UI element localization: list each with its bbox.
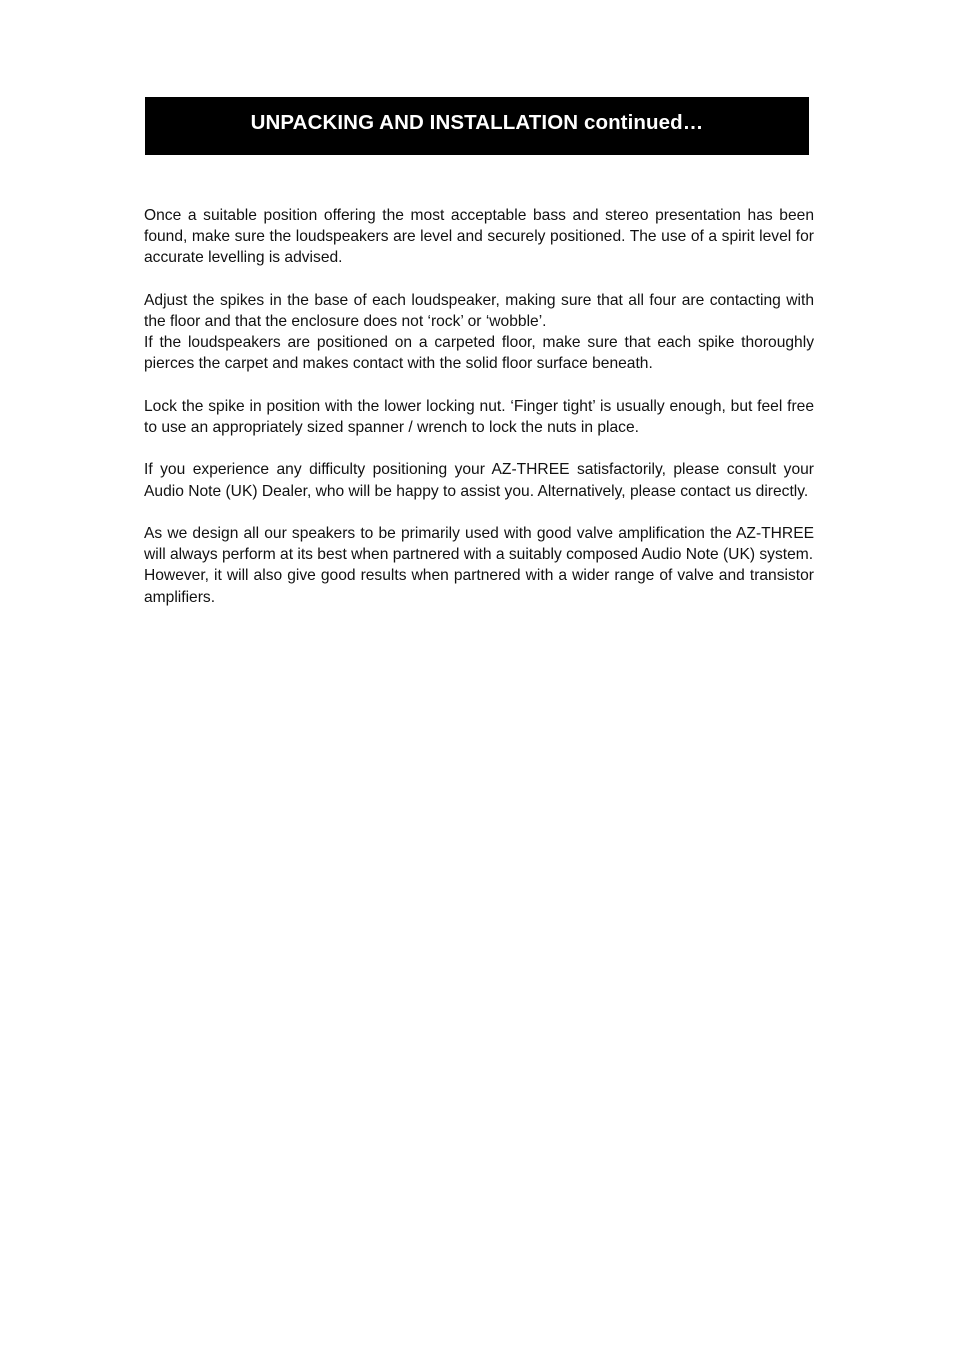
paragraph-line: However, it will also give good results when partnered with a wider range of valve and transistor amplifiers. xyxy=(144,567,814,606)
paragraph-line: As we design all our speakers to be primarily used with good valve amplification the AZ-THREE will always perform at its best when partnered with a suitably composed Audio Note (UK) system. xyxy=(144,524,814,564)
paragraph-line: If you experience any difficulty positioning your AZ-THREE satisfactorily, please consult your Audio Note (UK) Dealer, who will be happy to assist you. Alternatively, please contact us directly. xyxy=(144,461,814,500)
paragraph-amplification xyxy=(144,523,814,608)
paragraph-line: Once a suitable position offering the most acceptable bass and stereo presentation has been found, make sure the loudspeakers are level and securely positioned. The use of a spirit level for accurate levelling is advised. xyxy=(144,207,814,267)
paragraph-line: If the loudspeakers are positioned on a carpeted floor, make sure that each spike thoroughly pierces the carpet and makes contact with the solid floor surface beneath. xyxy=(144,334,814,373)
section-title: UNPACKING AND INSTALLATION continued… xyxy=(250,111,704,134)
paragraph-locking-nut xyxy=(144,396,814,438)
paragraph-dealer xyxy=(144,459,814,501)
paragraph-positioning xyxy=(144,205,814,269)
body-text xyxy=(144,205,814,608)
paragraph-line: Adjust the spikes in the base of each loudspeaker, making sure that all four are contacting with the floor and that the enclosure does not ‘rock’ or ‘wobble’. xyxy=(144,291,814,330)
section-header-bar xyxy=(145,97,809,155)
paragraph-spikes xyxy=(144,290,814,375)
paragraph-line: Lock the spike in position with the lower locking nut. ‘Finger tight’ is usually enough, but feel free to use an appropriately sized spanner / wrench to lock the nuts in place. xyxy=(144,397,814,436)
